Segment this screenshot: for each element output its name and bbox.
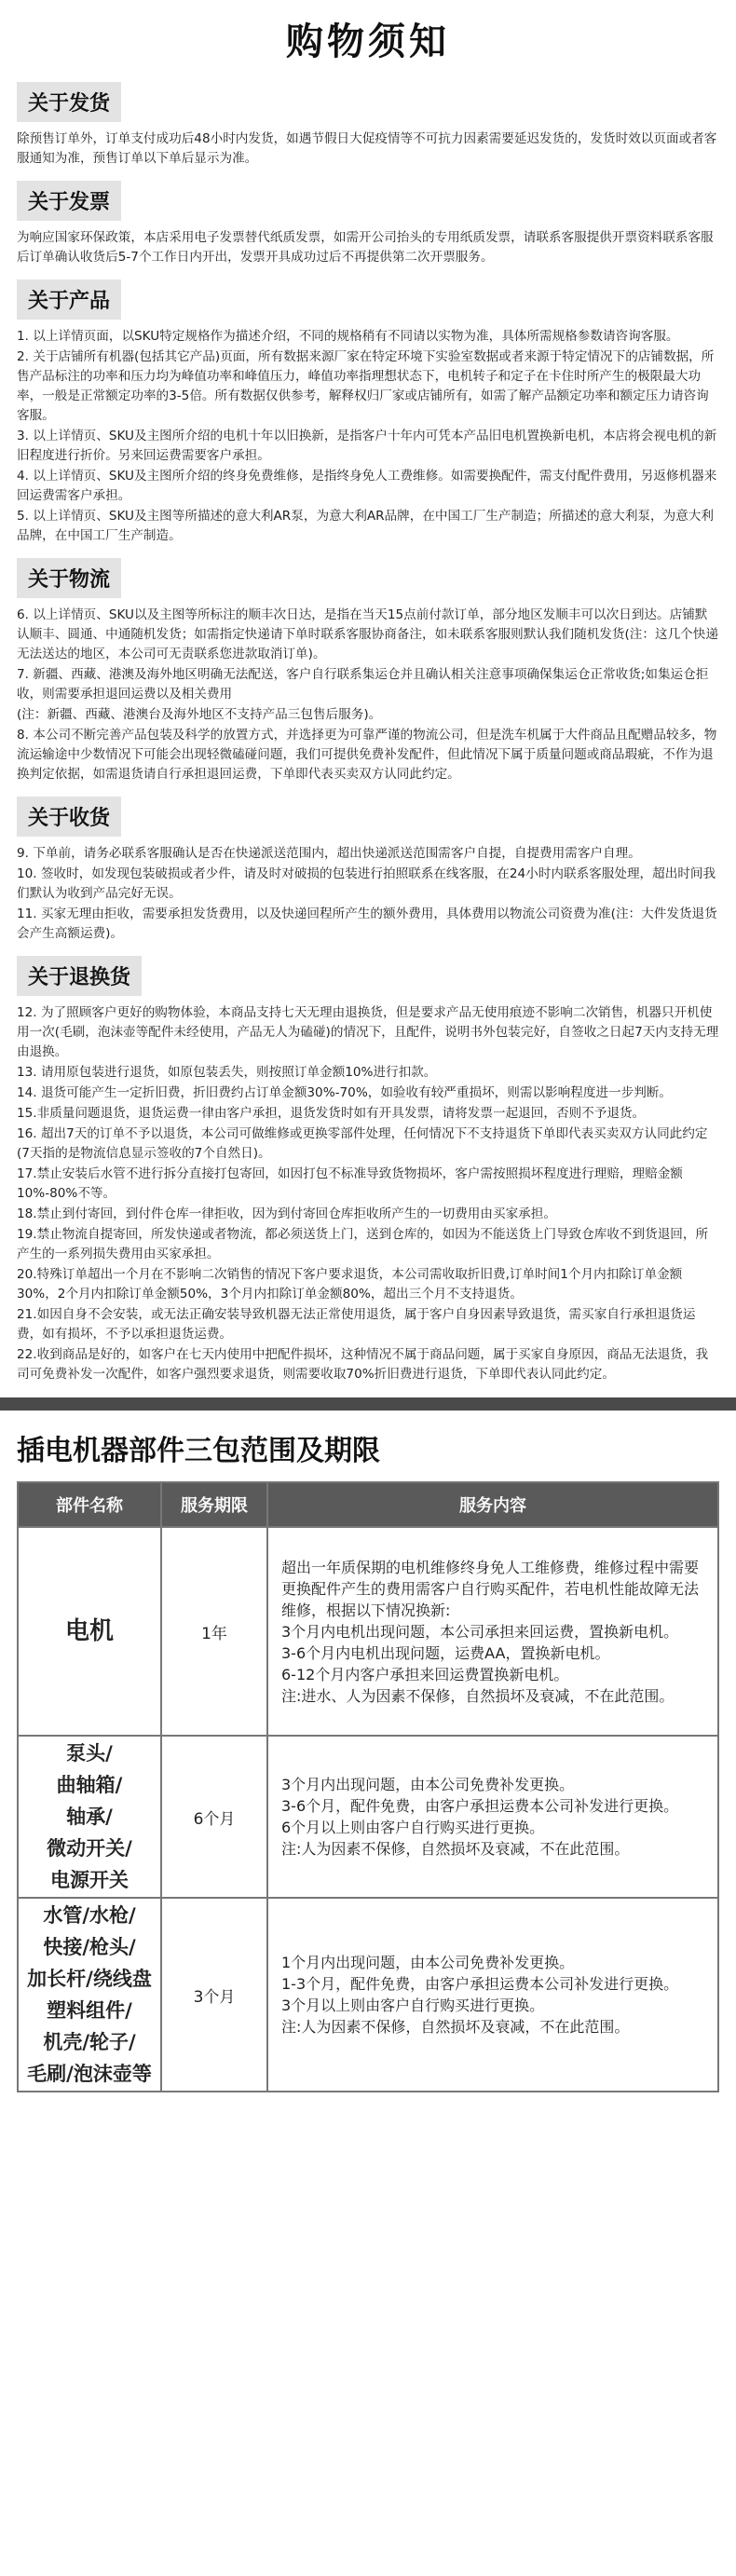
section-heading: 关于发货: [17, 82, 121, 122]
service-period-cell: 6个月: [161, 1736, 267, 1898]
service-content-line: 6-12个月内客户承担来回运费置换新电机。: [281, 1665, 569, 1683]
part-name-line: 快接/枪头/: [43, 1936, 136, 1958]
part-name-line: 曲轴箱/: [56, 1774, 123, 1796]
service-content-line: 3-6个月，配件免费，由客户承担运费本公司补发进行更换。: [281, 1797, 679, 1815]
section-paragraph: 18.禁止到付寄回，到付件仓库一律拒收，因为到付寄回仓库拒收所产生的一切费用由买家承担。: [17, 1206, 556, 1221]
part-name-line: 泵头/: [66, 1742, 113, 1765]
part-name-cell: [18, 1736, 161, 1898]
notice-sections: [17, 71, 719, 1384]
section-body: [17, 844, 719, 944]
warranty-row: [18, 1898, 718, 2092]
service-content-line: 3-6个月内电机出现问题，运费AA，置换新电机。: [281, 1643, 610, 1662]
service-content-line: 注:进水、人为因素不保修，自然损坏及衰减，不在此范围。: [281, 1686, 675, 1705]
warranty-row: [18, 1736, 718, 1898]
warranty-title: 插电机器部件三包范围及期限: [17, 1435, 380, 1467]
section-paragraph: 2. 关于店铺所有机器(包括其它产品)页面，所有数据来源厂家在特定环境下实验室数据或者来源于特定情况下的店铺数据，所售产品标注的功率和压力均为峰值功率和峰值压力，峰值功率指理想状态下，电机转子和定子在卡住时所产生的极限最大功率，一般是正常额定功率的3-5倍。所有数据仅供参考，解释权归厂家或店铺所有，如需了解产品额定功率和额定压力请咨询客服。: [17, 349, 715, 423]
section-paragraph: 3. 以上详情页、SKU及主图所介绍的电机十年以旧换新，是指客户十年内可凭本产品旧电机置换新电机，本店将会视电机的新旧程度进行折价。另来回运费需要客户承担。: [17, 429, 717, 463]
service-content-line: 超出一年质保期的电机维修终身免人工维修费，维修过程中需要更换配件产生的费用需客户自行购买配件，若电机性能故障无法维修，根据以下情况换新:: [281, 1558, 700, 1619]
part-name-line: 水管/水枪/: [43, 1904, 136, 1927]
part-name-line: 塑料组件/: [47, 1999, 132, 2022]
section-body: [17, 228, 719, 267]
section-paragraph: 6. 以上详情页、SKU以及主图等所标注的顺丰次日达，是指在当天15点前付款订单，部分地区发顺丰可以次日到达。店铺默认顺丰、圆通、中通随机发货；如需指定快递请下单时联系客服协商备注，如未联系客服则默认我们随机发货(注：这几个快递无法送达的地区，本公司可无责联系您进款取消订单)。: [17, 607, 718, 661]
part-name-line: 轴承/: [66, 1806, 113, 1828]
section-paragraph: 17.禁止安装后水管不进行拆分直接打包寄回，如因打包不标准导致货物损坏，客户需按照损坏程度进行理赔，理赔金额10%-80%不等。: [17, 1166, 683, 1201]
section-heading: 关于退换货: [17, 956, 142, 996]
section-heading: 关于产品: [17, 279, 121, 320]
warranty-table-body: [18, 1527, 718, 2092]
service-content-line: 3个月内出现问题，由本公司免费补发更换。: [281, 1776, 575, 1793]
section-body: [17, 327, 719, 546]
section-paragraph: 19.禁止物流自提寄回，所发快递或者物流，都必须送货上门，送到仓库的，如因为不能送货上门导致仓库收不到货退回，所产生的一系列损失费用由买家承担。: [17, 1227, 709, 1261]
service-content-line: 注:人为因素不保修，自然损坏及衰减，不在此范围。: [281, 2018, 630, 2036]
section-paragraph: 1. 以上详情页面，以SKU特定规格作为描述介绍，不同的规格稍有不同请以实物为准，具体所需规格参数请咨询客服。: [17, 329, 679, 344]
section-paragraph: 16. 超出7天的订单不予以退货，本公司可做维修或更换零部件处理，任何情况下不支持退货下单即代表买卖双方认同此约定(7天指的是物流信息显示签收的7个自然日)。: [17, 1126, 708, 1161]
section-paragraph: 5. 以上详情页、SKU及主图等所描述的意大利AR泵，为意大利AR品牌，在中国工厂生产制造；所描述的意大利泵，为意大利品牌，在中国工厂生产制造。: [17, 509, 714, 543]
section-paragraph: 除预售订单外，订单支付成功后48小时内发货，如遇节假日大促疫情等不可抗力因素需要延迟发货的，发货时效以页面或者客服通知为准，预售订单以下单后显示为准。: [17, 131, 717, 166]
service-content-cell: [267, 1898, 718, 2092]
warranty-table: [17, 1481, 719, 2092]
section-heading: 关于收货: [17, 797, 121, 837]
part-name-line: 微动开关/: [47, 1837, 132, 1860]
section-paragraph: 7. 新疆、西藏、港澳及海外地区明确无法配送，客户自行联系集运仓并且确认相关注意事项确保集运仓正常收货;如集运仓拒收，则需要承担退回运费以及相关费用: [17, 667, 709, 702]
section-paragraph: 8. 本公司不断完善产品包装及科学的放置方式，并选择更为可靠严谨的物流公司，但是洗车机属于大件商品且配赠品较多，物流运输途中少数情况下可能会出现轻微磕碰问题，我们可提供免费补发配件，但此情况下属于质量问题或商品瑕疵，不作为退换判定依据，如需退货请自行承担退回运费，下单即代表买卖双方认同此约定。: [17, 728, 717, 782]
section-paragraph: (注：新疆、西藏、港澳台及海外地区不支持产品三包售后服务)。: [17, 707, 382, 722]
service-content-line: 3个月内电机出现问题，本公司承担来回运费，置换新电机。: [281, 1622, 679, 1641]
part-name-cell: [18, 1898, 161, 2092]
header-service-period: 服务期限: [161, 1482, 267, 1527]
section-paragraph: 22.收到商品是好的，如客户在七天内使用中把配件损坏，这种情况不属于商品问题，属于买家自身原因，商品无法退货，我司可免费补发一次配件，如客户强烈要求退货，则需要收取70%折旧费进行退货，下单即代表认同此约定。: [17, 1347, 709, 1382]
section-body: [17, 1003, 719, 1384]
service-content-line: 注:人为因素不保修，自然损坏及衰减，不在此范围。: [281, 1840, 630, 1858]
section-paragraph: 20.特殊订单超出一个月在不影响二次销售的情况下客户要求退货，本公司需收取折旧费,订单时间1个月内扣除订单金额30%，2个月内扣除订单金额50%，3个月内扣除订单金额80%，超出三个月不支持退货。: [17, 1267, 683, 1302]
section-paragraph: 为响应国家环保政策，本店采用电子发票替代纸质发票，如需开公司抬头的专用纸质发票，请联系客服提供开票资料联系客服后订单确认收货后5-7个工作日内开出，发票开具成功过后不再提供第二次开票服务。: [17, 230, 714, 265]
part-name-line: 加长杆/绕线盘: [27, 1968, 152, 1990]
warranty-header-row: [18, 1482, 718, 1527]
page-title: 购物须知: [286, 20, 450, 63]
section-heading: 关于物流: [17, 558, 121, 598]
service-content-line: 6个月以上则由客户自行购买进行更换。: [281, 1819, 545, 1836]
section-paragraph: 4. 以上详情页、SKU及主图所介绍的终身免费维修，是指终身免人工费维修。如需要换配件，需支付配件费用，另返修机器来回运费需客户承担。: [17, 469, 717, 503]
service-content-line: 3个月以上则由客户自行购买进行更换。: [281, 1997, 545, 2014]
section-paragraph: 14. 退货可能产生一定折旧费，折旧费约占订单金额30%-70%，如验收有较严重损坏，则需以影响程度进一步判断。: [17, 1085, 672, 1100]
service-content-line: 1-3个月，配件免费，由客户承担运费本公司补发进行更换。: [281, 1975, 679, 1993]
service-period-cell: 1年: [161, 1527, 267, 1736]
part-name-line: 电机: [64, 1617, 114, 1645]
section-paragraph: 12. 为了照顾客户更好的购物体验，本商品支持七天无理由退换货，但是要求产品无使用痕迹不影响二次销售，机器只开机使用一次(毛刷，泡沫壶等配件未经使用，产品无人为磕碰)的情况下，且配件，说明书外包装完好，自签收之日起7天内支持无理由退换。: [17, 1005, 719, 1059]
service-content-line: 1个月内出现问题，由本公司免费补发更换。: [281, 1954, 575, 1971]
section-paragraph: 15.非质量问题退货，退货运费一律由客户承担，退货发货时如有开具发票，请将发票一起退回，否则不予退货。: [17, 1106, 646, 1121]
part-name-line: 电源开关: [50, 1869, 129, 1891]
header-part-name: 部件名称: [18, 1482, 161, 1527]
section-body: [17, 606, 719, 784]
section-paragraph: 13. 请用原包装进行退货，如原包装丢失，则按照订单金额10%进行扣款。: [17, 1065, 437, 1080]
service-content-cell: [267, 1736, 718, 1898]
service-content-cell: [267, 1527, 718, 1736]
section-body: [17, 129, 719, 169]
section-divider: [0, 1397, 736, 1411]
header-service-content: 服务内容: [267, 1482, 718, 1527]
section-paragraph: 21.如因自身不会安装，或无法正确安装导致机器无法正常使用退货，属于客户自身因素导致退货，需买家自行承担退货运费，如有损坏，不予以承担退货运费。: [17, 1307, 696, 1342]
section-paragraph: 9. 下单前，请务必联系客服确认是否在快递派送范围内，超出快递派送范围需客户自提，自提费用需客户自理。: [17, 846, 641, 861]
service-period-cell: 3个月: [161, 1898, 267, 2092]
part-name-line: 机壳/轮子/: [43, 2031, 136, 2053]
part-name-cell: [18, 1527, 161, 1736]
part-name-line: 毛刷/泡沫壶等: [27, 2063, 152, 2085]
section-paragraph: 11. 买家无理由拒收，需要承担发货费用，以及快递回程所产生的额外费用，具体费用以物流公司资费为准(注：大件发货退货会产生高额运费)。: [17, 906, 717, 941]
section-heading: 关于发票: [17, 181, 121, 221]
warranty-row: [18, 1527, 718, 1736]
section-paragraph: 10. 签收时，如发现包装破损或者少件，请及时对破损的包装进行拍照联系在线客服，在24小时内联系客服处理，超出时间我们默认为收到产品完好无误。: [17, 866, 716, 901]
